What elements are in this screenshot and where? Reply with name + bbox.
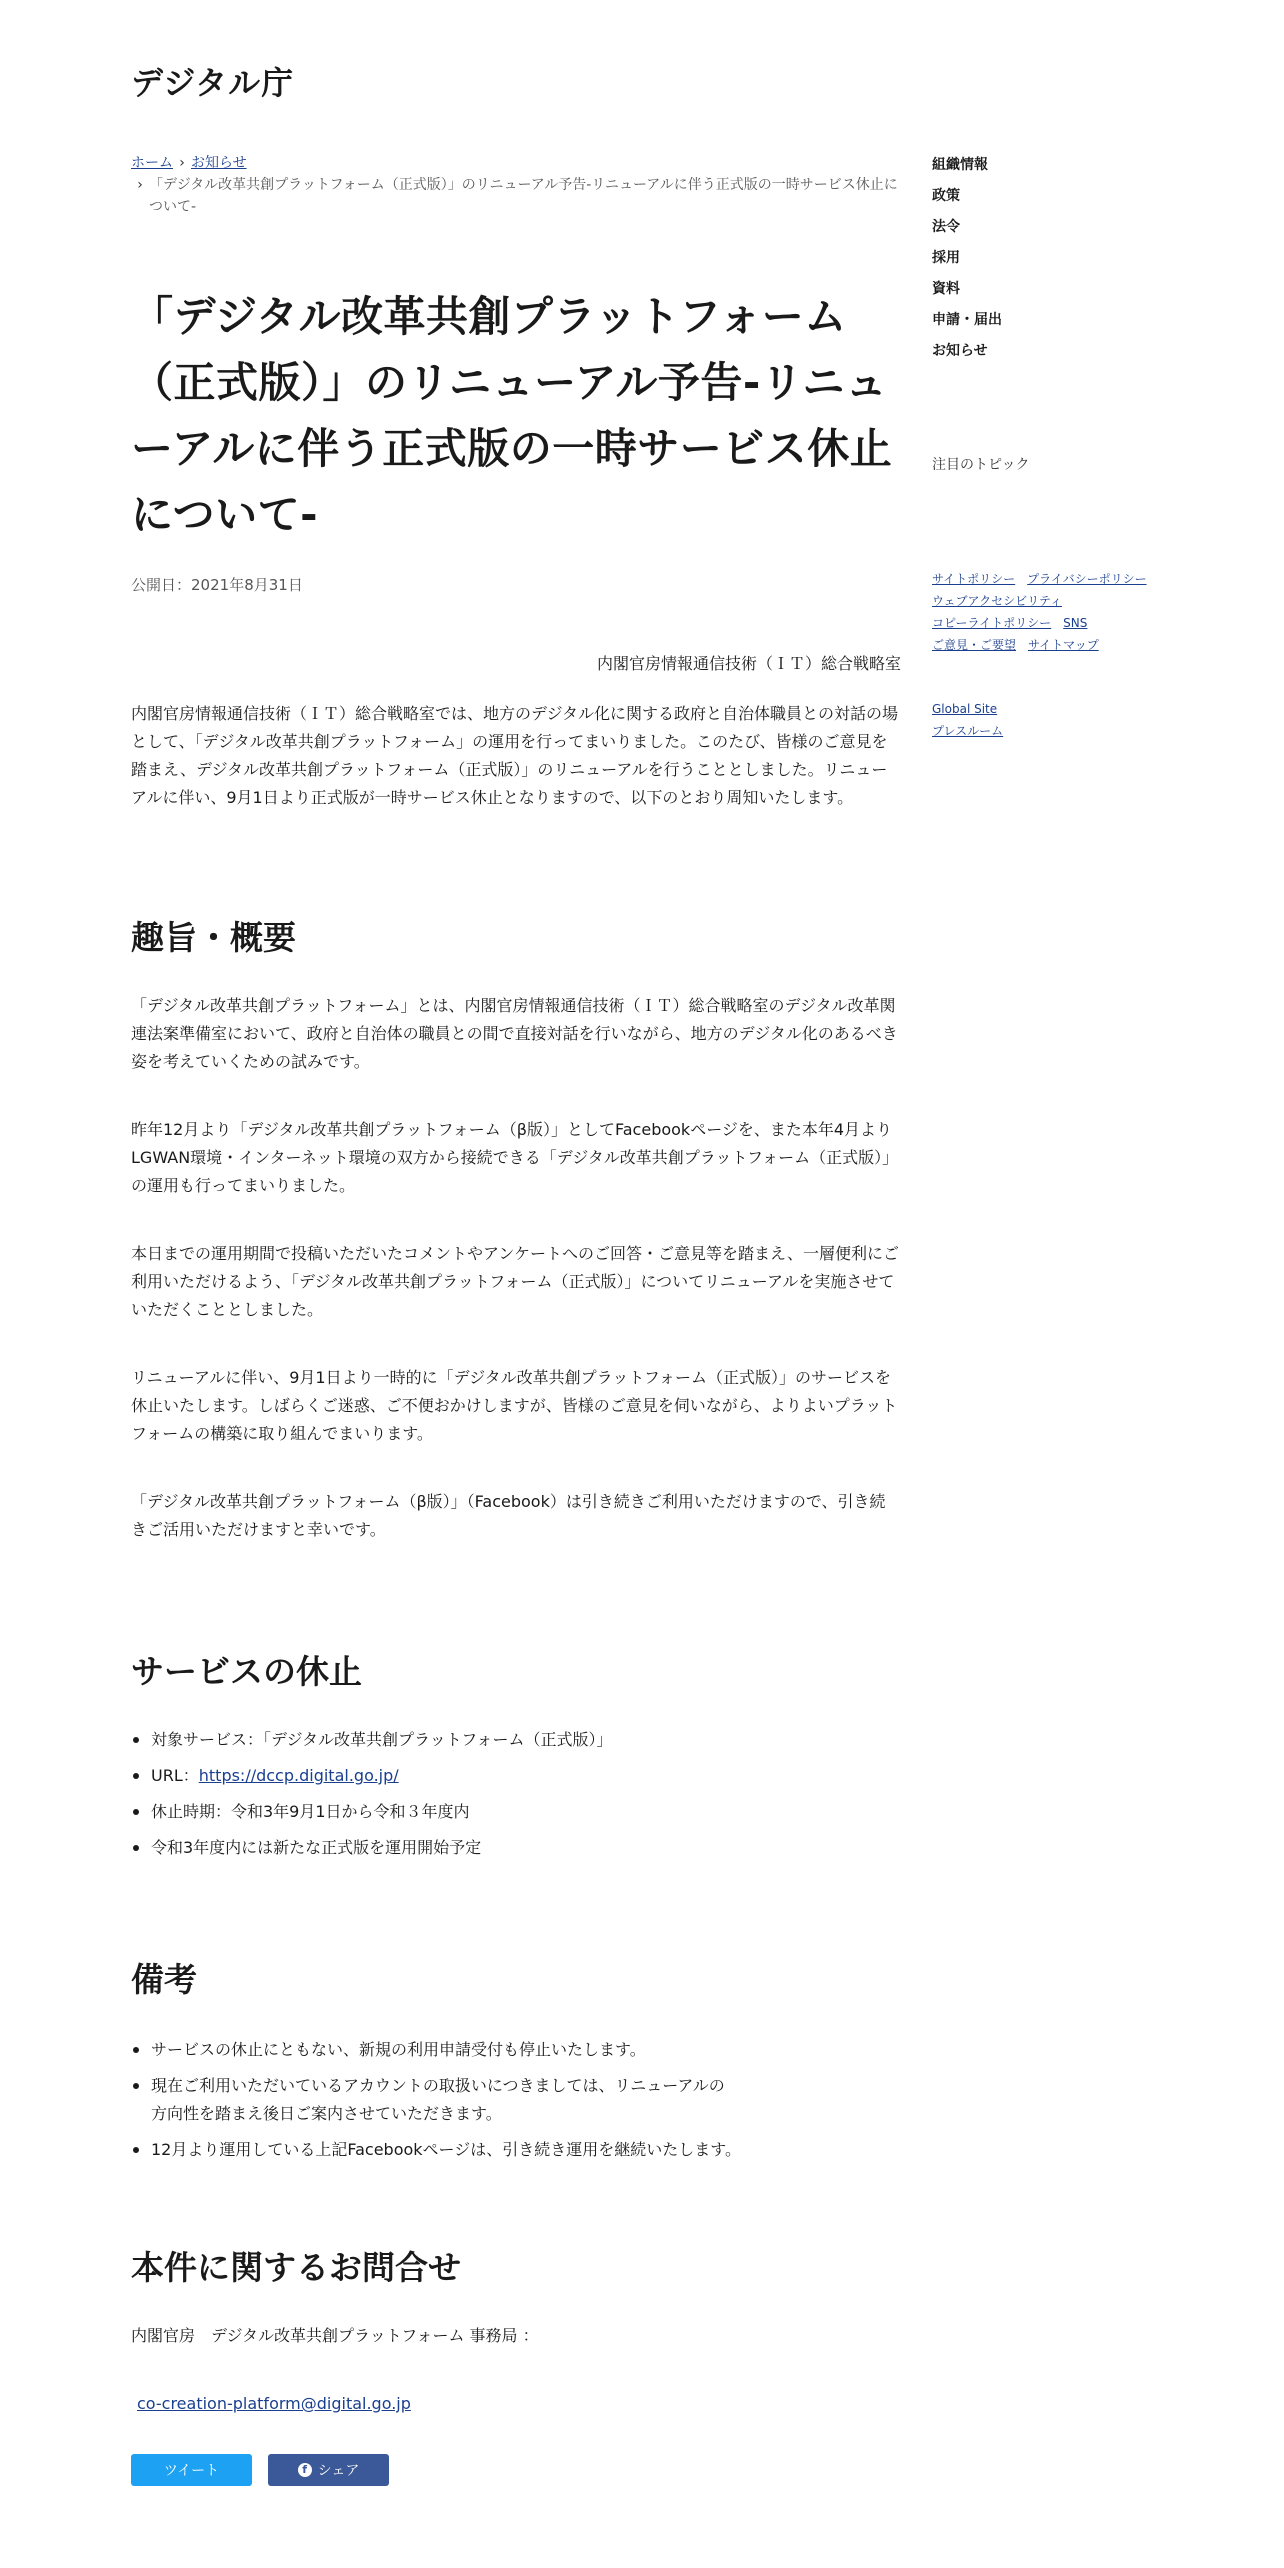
list-item: 対象サービス：「デジタル改革共創プラットフォーム（正式版）」 [131,1726,901,1754]
side-nav-item-laws[interactable]: 法令 [932,219,960,235]
side-nav-item-organization[interactable]: 組織情報 [932,157,988,173]
site-logo[interactable]: デジタル庁 [131,64,295,102]
published-date [131,574,901,595]
list-item: 12月より運用している上記Facebookページは、引き続き運用を継続いたします。 [131,2136,901,2164]
section-heading-notes: 備考 [131,1960,197,1999]
list-item [131,1762,901,1790]
featured-topics-heading: 注目のトピック [932,457,1030,473]
global-links [932,698,1003,742]
purpose-paragraph: 昨年12月より「デジタル改革共創プラットフォーム（β版）」としてFacebookページを、また本年4月よりLGWAN環境・インターネット環境の双方から接続できる「デジタル改革共創プラットフォーム（正式版）」の運用も行ってまいりました。 [131,1120,899,1195]
side-nav-item-applications[interactable]: 申請・届出 [932,312,1002,328]
purpose-paragraph: 本日までの運用期間で投稿いただいたコメントやアンケートへのご回答・ご意見等を踏まえ、一層便利にご利用いただけるよう、「デジタル改革共創プラットフォーム（正式版）」についてリニューアルを実施させていただくこととしました。 [131,1244,900,1319]
breadcrumb-row-current [131,174,901,218]
page-title: 「デジタル改革共創プラットフォーム（正式版）」のリニューアル予告-リニューアルに伴う正式版の一時サービス休止について- [131,292,893,539]
section-heading-suspension: サービスの休止 [131,1652,362,1691]
list-item: 休止時期：令和3年9月1日から令和３年度内 [131,1798,901,1826]
copyright-policy-link[interactable]: コピーライトポリシー [932,616,1052,630]
notes-item2-line2: 方向性を踏まえ後日ご案内させていただきます。 [151,2104,502,2123]
sns-link[interactable]: SNS [1063,616,1088,630]
breadcrumb-home-link[interactable]: ホーム [131,155,173,171]
main-content [131,284,901,2486]
purpose-paragraph: 「デジタル改革共創プラットフォーム（β版）」（Facebook）は引き続きご利用いただけますので、引き続きご活用いただけますと幸いです。 [131,1492,886,1539]
contact-org: 内閣官房 デジタル改革共創プラットフォーム 事務局 ： [131,2326,539,2345]
breadcrumb-row-top [131,152,901,174]
side-nav-item-resources[interactable]: 資料 [932,281,960,297]
breadcrumb-news-link[interactable]: お知らせ [191,155,247,171]
footer-links [932,568,1192,656]
lead-paragraph: 内閣官房情報通信技術（ＩＴ）総合戦略室では、地方のデジタル化に関する政府と自治体職員との対話の場として、「デジタル改革共創プラットフォーム」の運用を行ってまいりました。このたび、皆様のご意見を踏まえ、デジタル改革共創プラットフォーム（正式版）」のリニューアルを行うこととしました。リニューアルに伴い、9月1日より正式版が一時サービス休止となりますので、以下のとおり周知いたします。 [131,704,899,807]
facebook-share-button[interactable] [268,2454,389,2486]
global-site-link[interactable]: Global Site [932,702,998,716]
feedback-link[interactable]: ご意見・ご要望 [932,638,1017,652]
share-buttons [131,2454,901,2486]
footer-links-row [932,612,1192,634]
suspension-list [131,1726,901,1862]
tweet-button[interactable] [131,2454,252,2486]
contact-email-link[interactable]: co-creation-platform@digital.go.jp [137,2394,411,2413]
list-item: サービスの休止にともない、新規の利用申請受付も停止いたします。 [131,2036,901,2064]
purpose-paragraph: 「デジタル改革共創プラットフォーム」とは、内閣官房情報通信技術（ＩＴ）総合戦略室のデジタル改革関連法案準備室において、政府と自治体の職員との間で直接対話を行いながら、地方のデジタル化のあるべき姿を考えていくための試みです。 [131,996,898,1071]
published-value: 2021年8月31日 [191,576,303,594]
sitemap-link[interactable]: サイトマップ [1028,638,1099,652]
site-policy-link[interactable]: サイトポリシー [932,572,1016,586]
side-nav [932,150,1172,367]
footer-links-row [932,568,1192,590]
notes-item2-line1: 現在ご利用いただいているアカウントの取扱いにつきましては、リニューアルの [151,2076,725,2095]
side-nav-item-recruit[interactable]: 採用 [932,250,960,266]
list-item [131,2072,901,2128]
notes-list [131,2036,901,2164]
section-heading-purpose: 趣旨・概要 [131,918,296,957]
breadcrumb [131,152,901,218]
list-item: 令和3年度内には新たな正式版を運用開始予定 [131,1834,901,1862]
facebook-icon: f [298,2463,312,2477]
published-label: 公開日： [131,576,192,594]
chevron-right-icon: › [137,177,143,193]
section-heading-contact: 本件に関するお問合せ [131,2248,461,2287]
accessibility-link[interactable]: ウェブアクセシビリティ [932,594,1062,608]
footer-links-row [932,634,1192,656]
breadcrumb-current: 「デジタル改革共創プラットフォーム（正式版）」のリニューアル予告-リニューアルに伴う正式版の一時サービス休止について- [149,177,898,215]
side-nav-item-policy[interactable]: 政策 [932,188,960,204]
press-room-link[interactable]: プレスルーム [932,724,1004,738]
platform-url-link[interactable]: https://dccp.digital.go.jp/ [198,1766,399,1785]
url-label: URL： [151,1766,199,1785]
contact-email-line [131,2390,901,2418]
author: 内閣官房情報通信技術（ＩＴ）総合戦略室 [596,654,901,673]
tweet-label: ツイート [163,2463,220,2479]
share-label: シェア [317,2463,360,2479]
footer-links-row [932,590,1192,612]
side-nav-item-news[interactable]: お知らせ [932,343,988,359]
purpose-paragraph: リニューアルに伴い、9月1日より一時的に「デジタル改革共創プラットフォーム（正式版）」のサービスを休止いたします。しばらくご迷惑、ご不便おかけしますが、皆様のご意見を伺いながら、よりよいプラットフォームの構築に取り組んでまいります。 [131,1368,898,1443]
privacy-policy-link[interactable]: プライバシーポリシー [1027,572,1147,586]
chevron-right-icon: › [179,155,185,171]
